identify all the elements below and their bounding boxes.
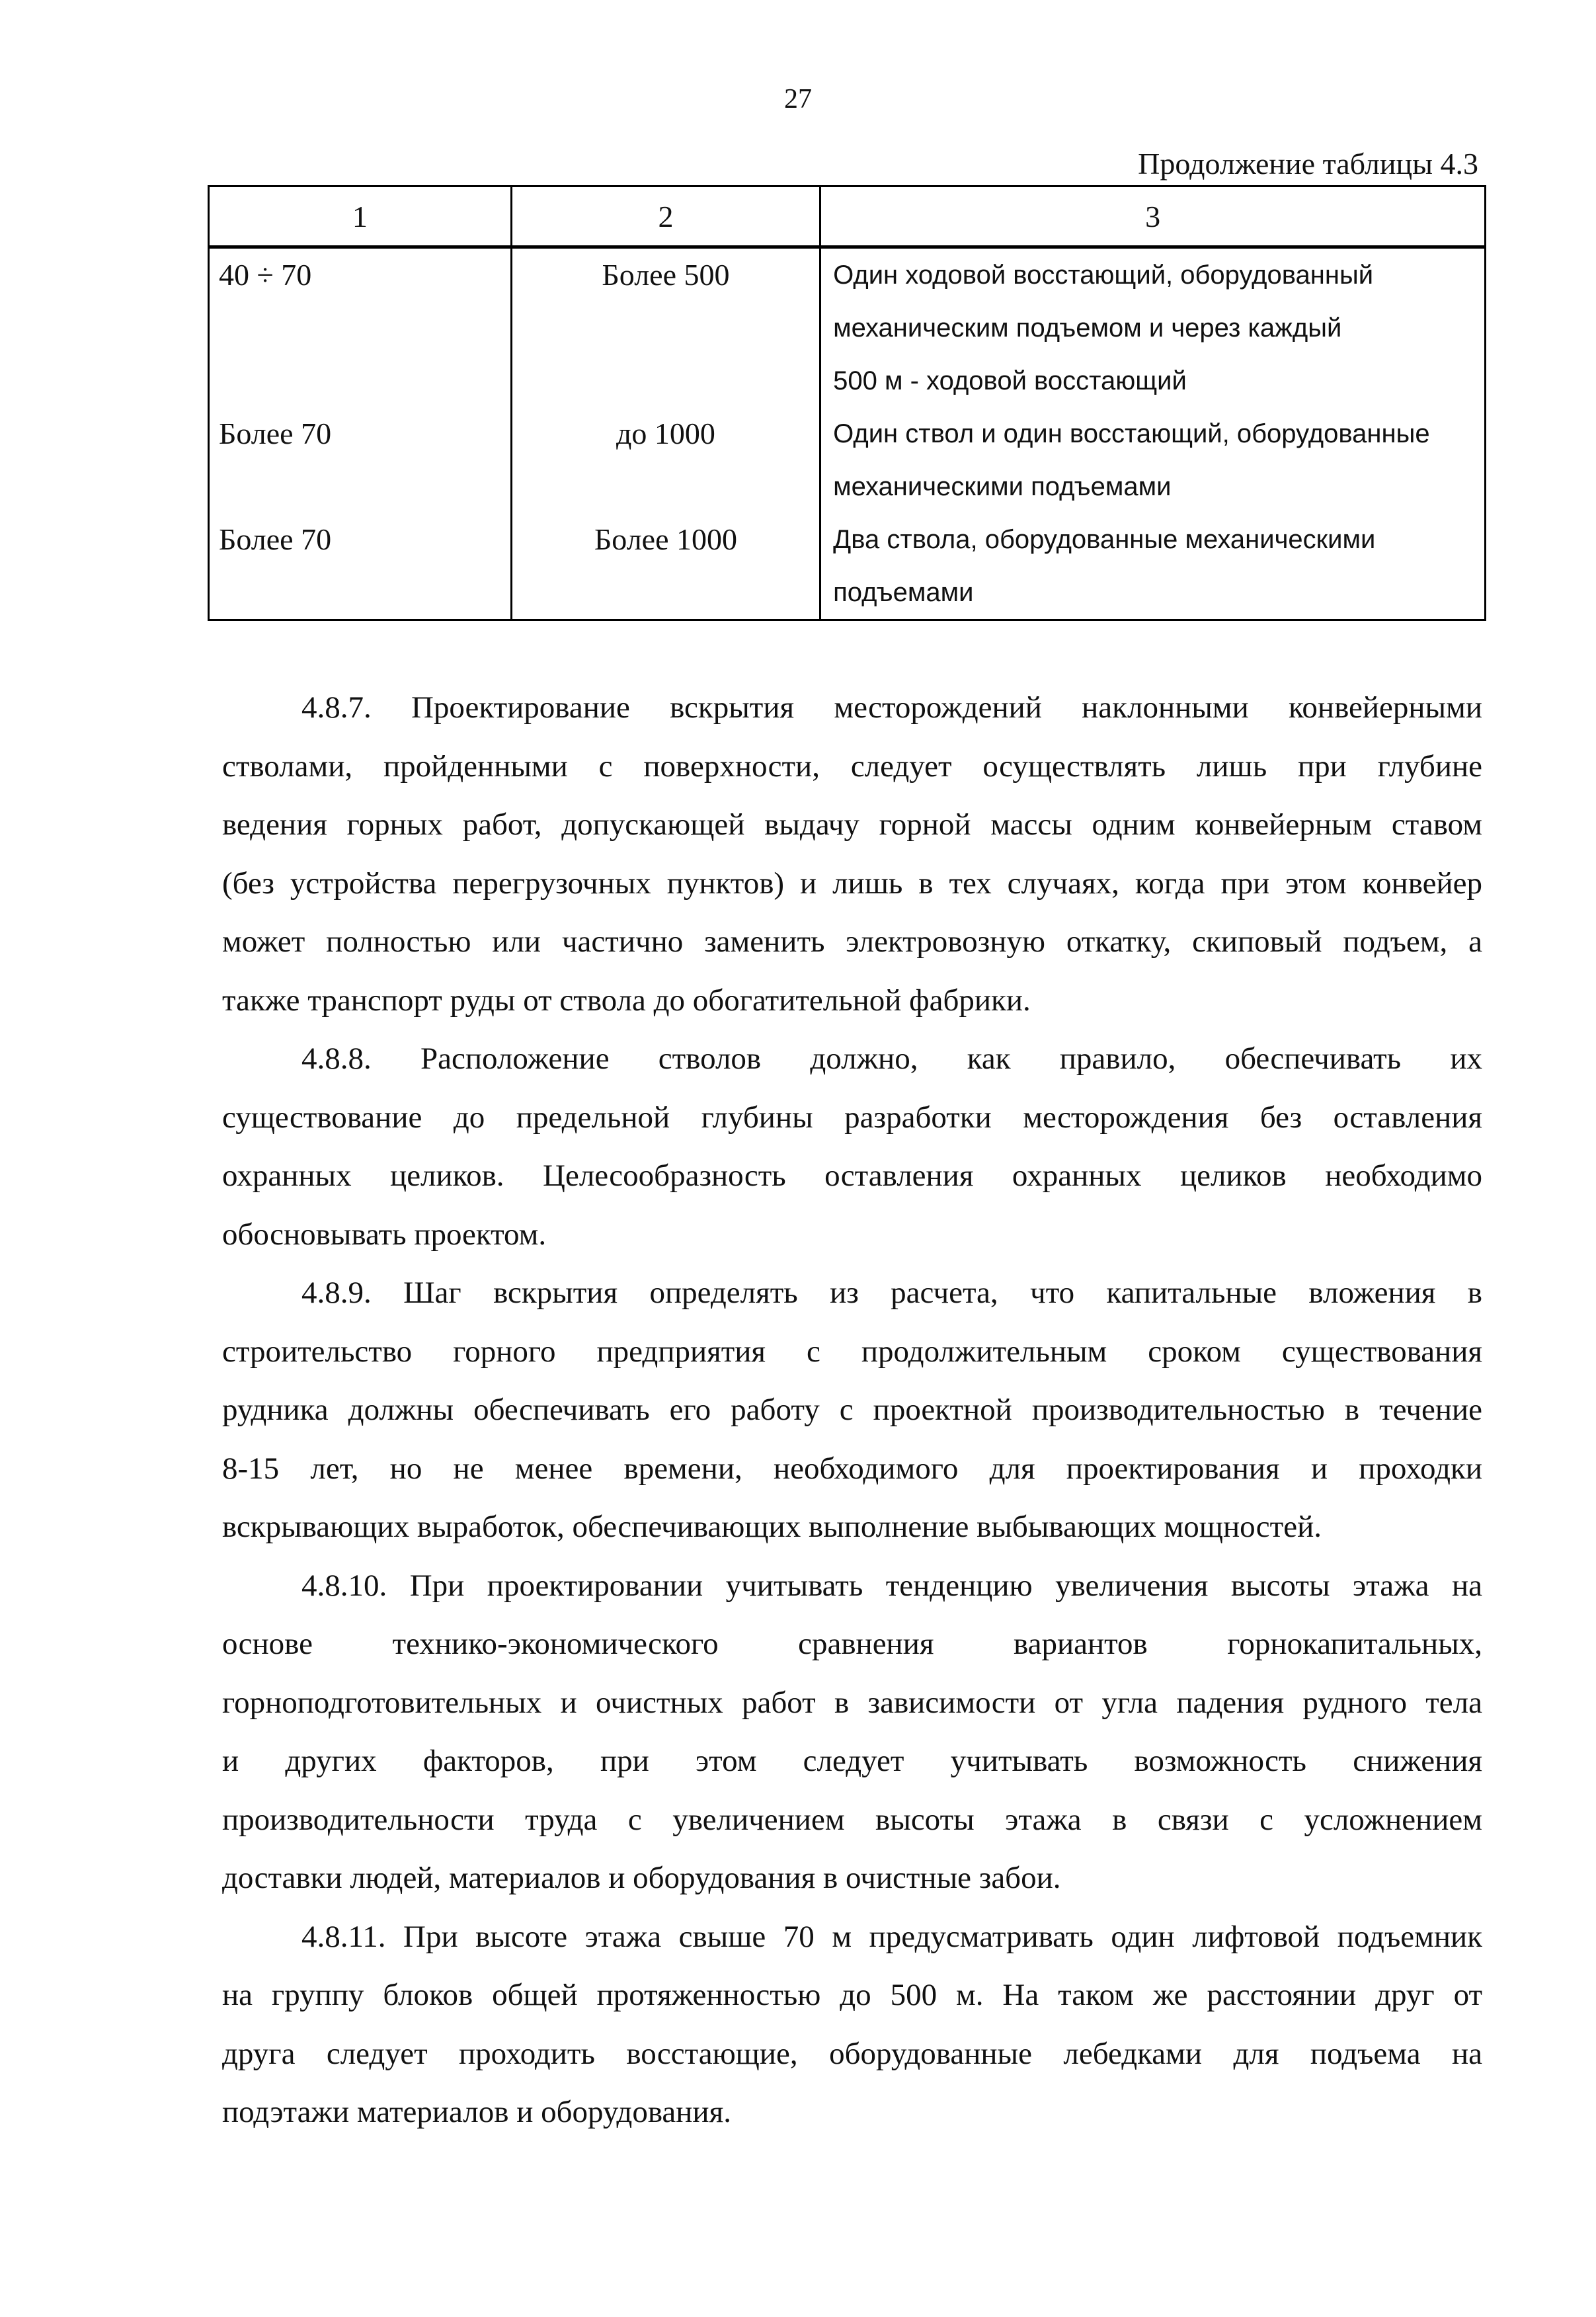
table-header-row [209,186,1486,247]
table-cell: Более 1000 [594,522,737,556]
text-line: может полностью или частично заменить электровозную откатку, скиповый подъем, а [222,924,1482,959]
text-line: основе технико-экономического сравнения вариантов горнокапитальных, [222,1627,1482,1661]
table-cell-line: механическими подъемами [833,472,1172,501]
text-line: обосновывать проектом. [222,1217,547,1252]
text-line: горноподготовительных и очистных работ в зависимости от угла падения рудного тела [222,1685,1482,1720]
paragraph-4-8-11 [222,1908,1482,2142]
text-line: ведения горных работ, допускающей выдачу горной массы одним конвейерным ставом [222,807,1482,842]
text-line: 4.8.11. При высоте этажа свыше 70 м предусматривать один лифтовой подъемник [301,1919,1482,1954]
body-text [222,678,1482,2142]
table-cell-line: Один ходовой восстающий, оборудованный [833,261,1374,290]
text-line: рудника должны обеспечивать его работу с проектной производительностью в течение [222,1393,1482,1427]
text-line: (без устройства перегрузочных пунктов) и лишь в тех случаях, когда при этом конвейер [222,866,1482,901]
table-col3-cell [820,247,1486,620]
text-line: на группу блоков общей протяженностью до 500 м. На таком же расстоянии друг от [222,1978,1482,2012]
text-line: охранных целиков. Целесообразность оставления охранных целиков необходимо [222,1158,1482,1193]
text-line: 4.8.10. При проектировании учитывать тенденцию увеличения высоты этажа на [301,1568,1482,1603]
text-line: 8-15 лет, но не менее времени, необходимого для проектирования и проходки [222,1451,1482,1486]
text-line: также транспорт руды от ствола до обогатительной фабрики. [222,983,1031,1018]
table-cell-line: Два ствола, оборудованные механическими [833,525,1376,554]
text-line: 4.8.9. Шаг вскрытия определять из расчета, что капитальные вложения в [301,1276,1482,1310]
text-line: стволами, пройденными с поверхности, следует осуществлять лишь при глубине [222,749,1482,784]
text-line: производительности труда с увеличением высоты этажа в связи с усложнением [222,1802,1482,1837]
table-header-cell-3: 3 [820,186,1486,247]
page-number: 27 [784,84,812,114]
data-table [208,185,1486,621]
table-4-3-continuation [208,185,1486,621]
table-cell: Более 70 [219,522,332,556]
text-line: существование до предельной глубины разработки месторождения без оставления [222,1100,1482,1135]
text-line: и других факторов, при этом следует учитывать возможность снижения [222,1744,1482,1778]
table-cell: Более 500 [602,258,730,292]
table-body-row [209,247,1486,620]
table-cell: 40 ÷ 70 [219,258,312,292]
table-cell [821,513,1484,619]
table-cell-line: механическим подъемом и через каждый [833,313,1342,343]
text-line: 4.8.8. Расположение стволов должно, как правило, обеспечивать их [301,1041,1482,1076]
text-line: подэтажи материалов и оборудования. [222,2095,731,2129]
table-col2-cell [511,247,820,620]
table-cell-line: 500 м - ходовой восстающий [833,366,1187,395]
table-cell-line: подъемами [833,578,974,607]
text-line: друга следует проходить восстающие, оборудованные лебедками для подъема на [222,2036,1482,2071]
table-cell: до 1000 [616,417,715,450]
text-line: строительство горного предприятия с продолжительным сроком существования [222,1334,1482,1369]
paragraph-4-8-10 [222,1557,1482,1908]
paragraph-4-8-9 [222,1264,1482,1557]
table-continuation-label: Продолжение таблицы 4.3 [1138,147,1478,181]
text-line: доставки людей, материалов и оборудования в очистные забои. [222,1861,1061,1895]
table-col1-cell [209,247,512,620]
text-line: вскрывающих выработок, обеспечивающих выполнение выбывающих мощностей. [222,1510,1322,1544]
paragraph-4-8-8 [222,1030,1482,1264]
paragraph-4-8-7 [222,678,1482,1030]
table-cell [821,249,1484,407]
text-line: 4.8.7. Проектирование вскрытия месторождений наклонными конвейерными [301,690,1482,725]
table-cell-line: Один ствол и один восстающий, оборудованные [833,419,1430,448]
table-header-cell-2: 2 [511,186,820,247]
table-header-cell-1: 1 [209,186,512,247]
table-cell [821,407,1484,513]
table-cell: Более 70 [219,417,332,450]
